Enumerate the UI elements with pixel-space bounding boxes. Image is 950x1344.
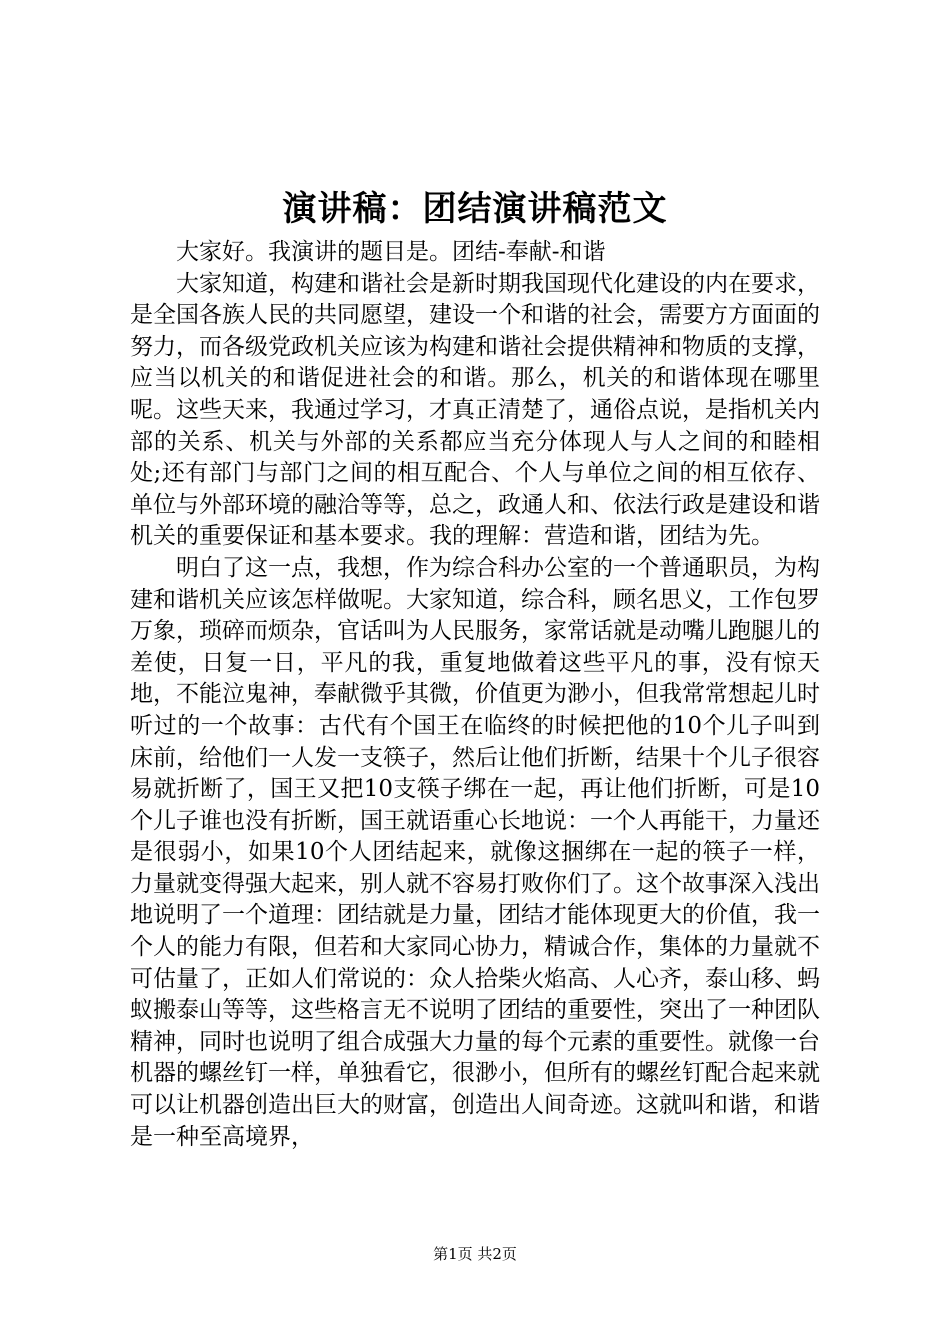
document-title: 演讲稿：团结演讲稿范文 (282, 189, 668, 229)
paragraph-unity-story: 明白了这一点，我想，作为综合科办公室的一个普通职员，为构建和谐机关应该怎样做呢。大家知道，综合科，顾名思义，工作包罗万象，琐碎而烦杂，官话叫为人民服务，家常话就是动嘴儿跑腿儿的差使，日复一日，平凡的我，重复地做着这些平凡的事，没有惊天地，不能泣鬼神，奉献微乎其微，价值更为渺小，但我常常想起儿时听过的一个故事：古代有个国王在临终的时候把他的10个儿子叫到床前，给他们一人发一支筷子，然后让他们折断，结果十个儿子很容易就折断了，国王又把10支筷子绑在一起，再让他们折断，可是10个儿子谁也没有折断，国王就语重心长地说：一个人再能干，力量还是很弱小，如果10个人团结起来，就像这捆绑在一起的筷子一样，力量就变得强大起来，别人就不容易打败你们了。这个故事深入浅出地说明了一个道理：团结就是力量，团结才能体现更大的价值，我一个人的能力有限，但若和大家同心协力，精诚合作，集体的力量就不可估量了，正如人们常说的：众人拾柴火焰高、人心齐，泰山移、蚂蚁搬泰山等等，这些格言无不说明了团结的重要性，突出了一种团队精神，同时也说明了组合成强大力量的每个元素的重要性。就像一台机器的螺丝钉一样，单独看它，很渺小，但所有的螺丝钉配合起来就可以让机器创造出巨大的财富，创造出人间奇迹。这就叫和谐，和谐是一种至高境界， (130, 554, 820, 1150)
document-body (130, 237, 820, 1153)
paragraph-greeting: 大家好。我演讲的题目是。团结-奉献-和谐 (176, 239, 606, 265)
page-footer: 第1页 共2页 (433, 1245, 517, 1263)
paragraph-harmony: 大家知道，构建和谐社会是新时期我国现代化建设的内在要求，是全国各族人民的共同愿望，建设一个和谐的社会，需要方方面面的努力，而各级党政机关应该为构建和谐社会提供精神和物质的支撑，应当以机关的和谐促进社会的和谐。那么，机关的和谐体现在哪里呢。这些天来，我通过学习，才真正清楚了，通俗点说，是指机关内部的关系、机关与外部的关系都应当充分体现人与人之间的和睦相处;还有部门与部门之间的相互配合、个人与单位之间的相互依存、单位与外部环境的融洽等等，总之，政通人和、依法行政是建设和谐机关的重要保证和基本要求。我的理解：营造和谐，团结为先。 (130, 270, 820, 550)
